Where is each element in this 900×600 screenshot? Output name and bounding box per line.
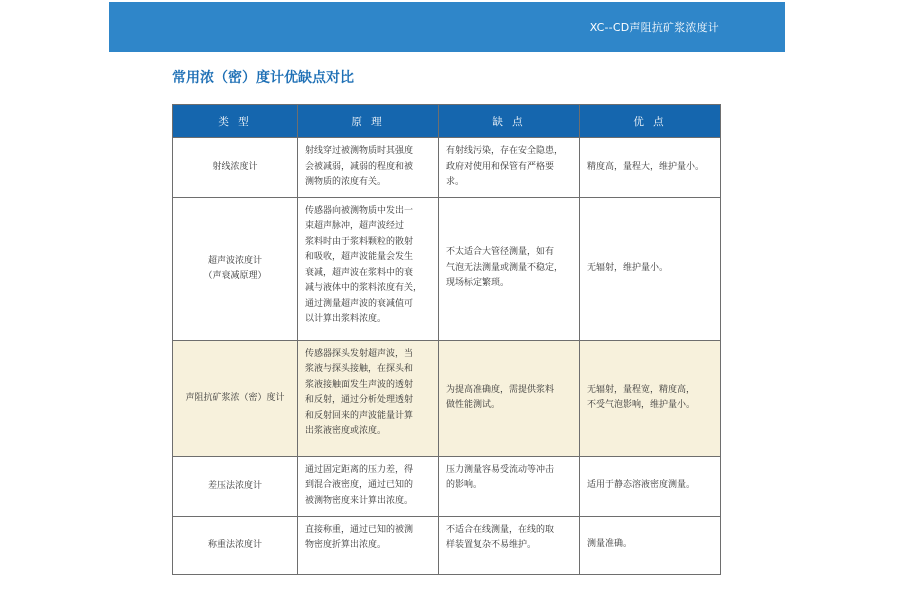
table-row [173, 516, 721, 574]
cell-type: 声阻抗矿浆浓（密）度计 [173, 340, 298, 456]
cell-principle: 通过固定距离的压力差，得 到混合液密度，通过已知的 被测物密度来计算出浓度。 [298, 456, 439, 516]
comparison-table [172, 104, 721, 575]
column-header-cons: 缺 点 [439, 105, 580, 138]
cell-cons: 为提高准确度，需提供浆料 做性能测试。 [439, 340, 580, 456]
table-header-row [173, 105, 721, 138]
cell-pros: 测量准确。 [580, 516, 721, 574]
header-title: XC--CD声阻抗矿浆浓度计 [589, 21, 719, 34]
cell-cons: 不太适合大管径测量，如有 气泡无法测量或测量不稳定， 现场标定繁琐。 [439, 197, 580, 340]
cell-type: 差压法浓度计 [173, 456, 298, 516]
cell-type: 超声波浓度计 （声衰减原理） [173, 197, 298, 340]
cell-cons: 压力测量容易受流动等冲击 的影响。 [439, 456, 580, 516]
cell-pros: 无辐射，维护量小。 [580, 197, 721, 340]
section-title: 常用浓（密）度计优缺点对比 [172, 70, 354, 86]
cell-principle: 直接称重，通过已知的被测 物密度折算出浓度。 [298, 516, 439, 574]
cell-principle: 射线穿过被测物质时其强度 会被减弱，减弱的程度和被 测物质的浓度有关。 [298, 138, 439, 198]
table-row [173, 456, 721, 516]
column-header-type: 类 型 [173, 105, 298, 138]
cell-cons: 不适合在线测量，在线的取 样装置复杂不易维护。 [439, 516, 580, 574]
cell-principle: 传感器探头发射超声波，当 浆液与探头接触，在探头和 浆液接触面发生声波的透射 和反射，通过分析处理透射 和反射回来的声波能量计算 出浆液密度或浓度。 [298, 340, 439, 456]
column-header-pros: 优 点 [580, 105, 721, 138]
table-row [173, 340, 721, 456]
header-banner [109, 2, 785, 52]
table-row [173, 138, 721, 198]
table-row [173, 197, 721, 340]
column-header-principle: 原 理 [298, 105, 439, 138]
cell-pros: 无辐射，量程宽，精度高， 不受气泡影响，维护量小。 [580, 340, 721, 456]
cell-type: 射线浓度计 [173, 138, 298, 198]
cell-pros: 适用于静态溶液密度测量。 [580, 456, 721, 516]
cell-cons: 有射线污染，存在安全隐患， 政府对使用和保管有严格要 求。 [439, 138, 580, 198]
cell-type: 称重法浓度计 [173, 516, 298, 574]
cell-principle: 传感器向被测物质中发出一 束超声脉冲，超声波经过 浆料时由于浆料颗粒的散射 和吸收，超声波能量会发生 衰减，超声波在浆料中的衰 减与液体中的浆料浓度有关， 通过测量超声波的衰减值可 以计算出浆料浓度。 [298, 197, 439, 340]
cell-pros: 精度高，量程大，维护量小。 [580, 138, 721, 198]
